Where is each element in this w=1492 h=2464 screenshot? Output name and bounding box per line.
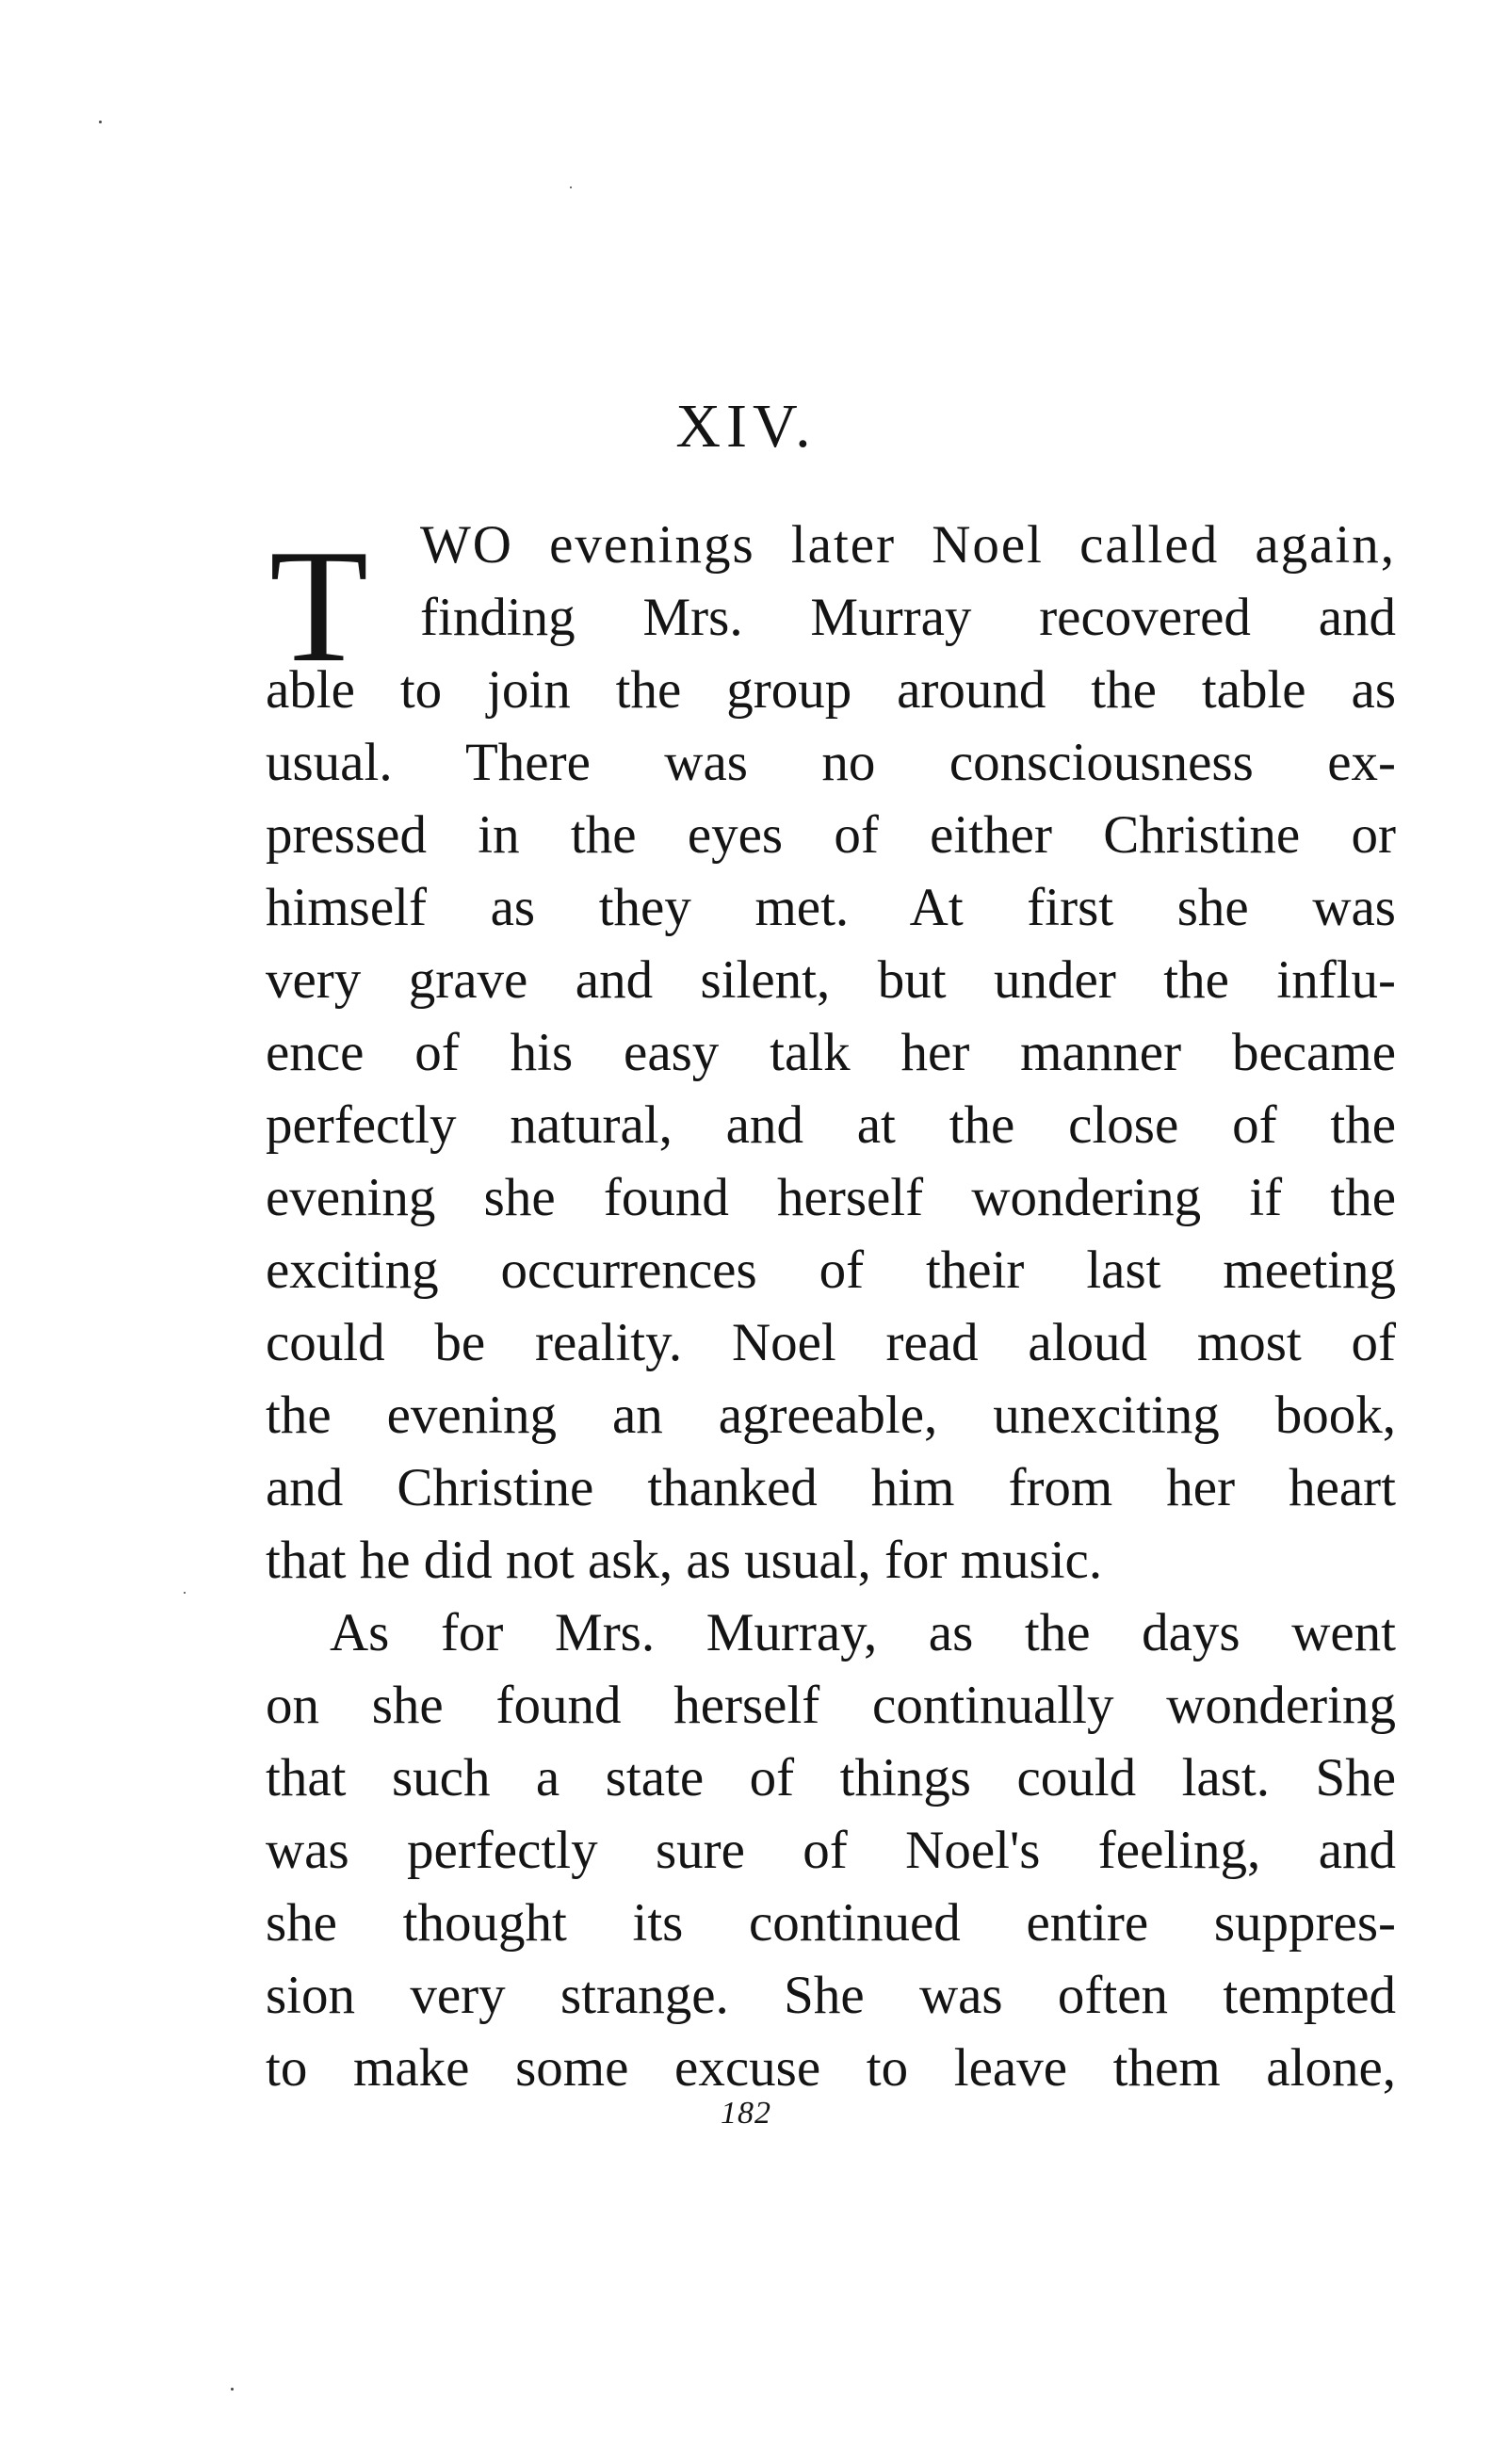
text-line: himself as they met. At first she was: [266, 878, 1396, 937]
text-line: pressed in the eyes of either Christine or: [266, 805, 1396, 865]
page-number: 182: [721, 2096, 771, 2131]
text-line: usual. There was no consciousness ex-: [266, 733, 1396, 792]
chapter-heading: XIV.: [675, 392, 817, 461]
text-line: sion very strange. She was often tempted: [266, 1966, 1396, 2025]
text-line: ence of his easy talk her manner became: [266, 1023, 1396, 1082]
text-line: perfectly natural, and at the close of the: [266, 1095, 1396, 1155]
text-line: was perfectly sure of Noel's feeling, and: [266, 1821, 1396, 1880]
text-line: finding Mrs. Murray recovered and: [420, 588, 1396, 647]
text-line: that he did not ask, as usual, for music.: [266, 1531, 1103, 1590]
drop-cap: T: [269, 517, 369, 696]
page-speck: [184, 1592, 186, 1594]
text-line: and Christine thanked him from her heart: [266, 1458, 1396, 1517]
text-line: on she found herself continually wondering: [266, 1676, 1396, 1735]
paragraph-2: [266, 1597, 1396, 2104]
paragraph-1: [266, 509, 1396, 1597]
text-line: the evening an agreeable, unexciting book,: [266, 1386, 1396, 1445]
text-line: could be reality. Noel read aloud most of: [266, 1313, 1396, 1372]
text-line: As for Mrs. Murray, as the days went: [330, 1603, 1396, 1662]
page-speck: [231, 2388, 234, 2391]
text-line: evening she found herself wondering if the: [266, 1168, 1396, 1227]
page-speck: [570, 186, 572, 188]
text-line: able to join the group around the table as: [266, 660, 1396, 720]
text-line: to make some excuse to leave them alone,: [266, 2038, 1396, 2098]
text-line: she thought its continued entire suppres-: [266, 1893, 1396, 1953]
text-line: exciting occurrences of their last meeting: [266, 1240, 1396, 1300]
text-line: WO evenings later Noel called again,: [420, 515, 1396, 575]
page-speck: [99, 121, 102, 123]
body-text: [266, 509, 1396, 2104]
text-line: very grave and silent, but under the influ-: [266, 950, 1396, 1010]
text-line: that such a state of things could last. She: [266, 1748, 1396, 1807]
